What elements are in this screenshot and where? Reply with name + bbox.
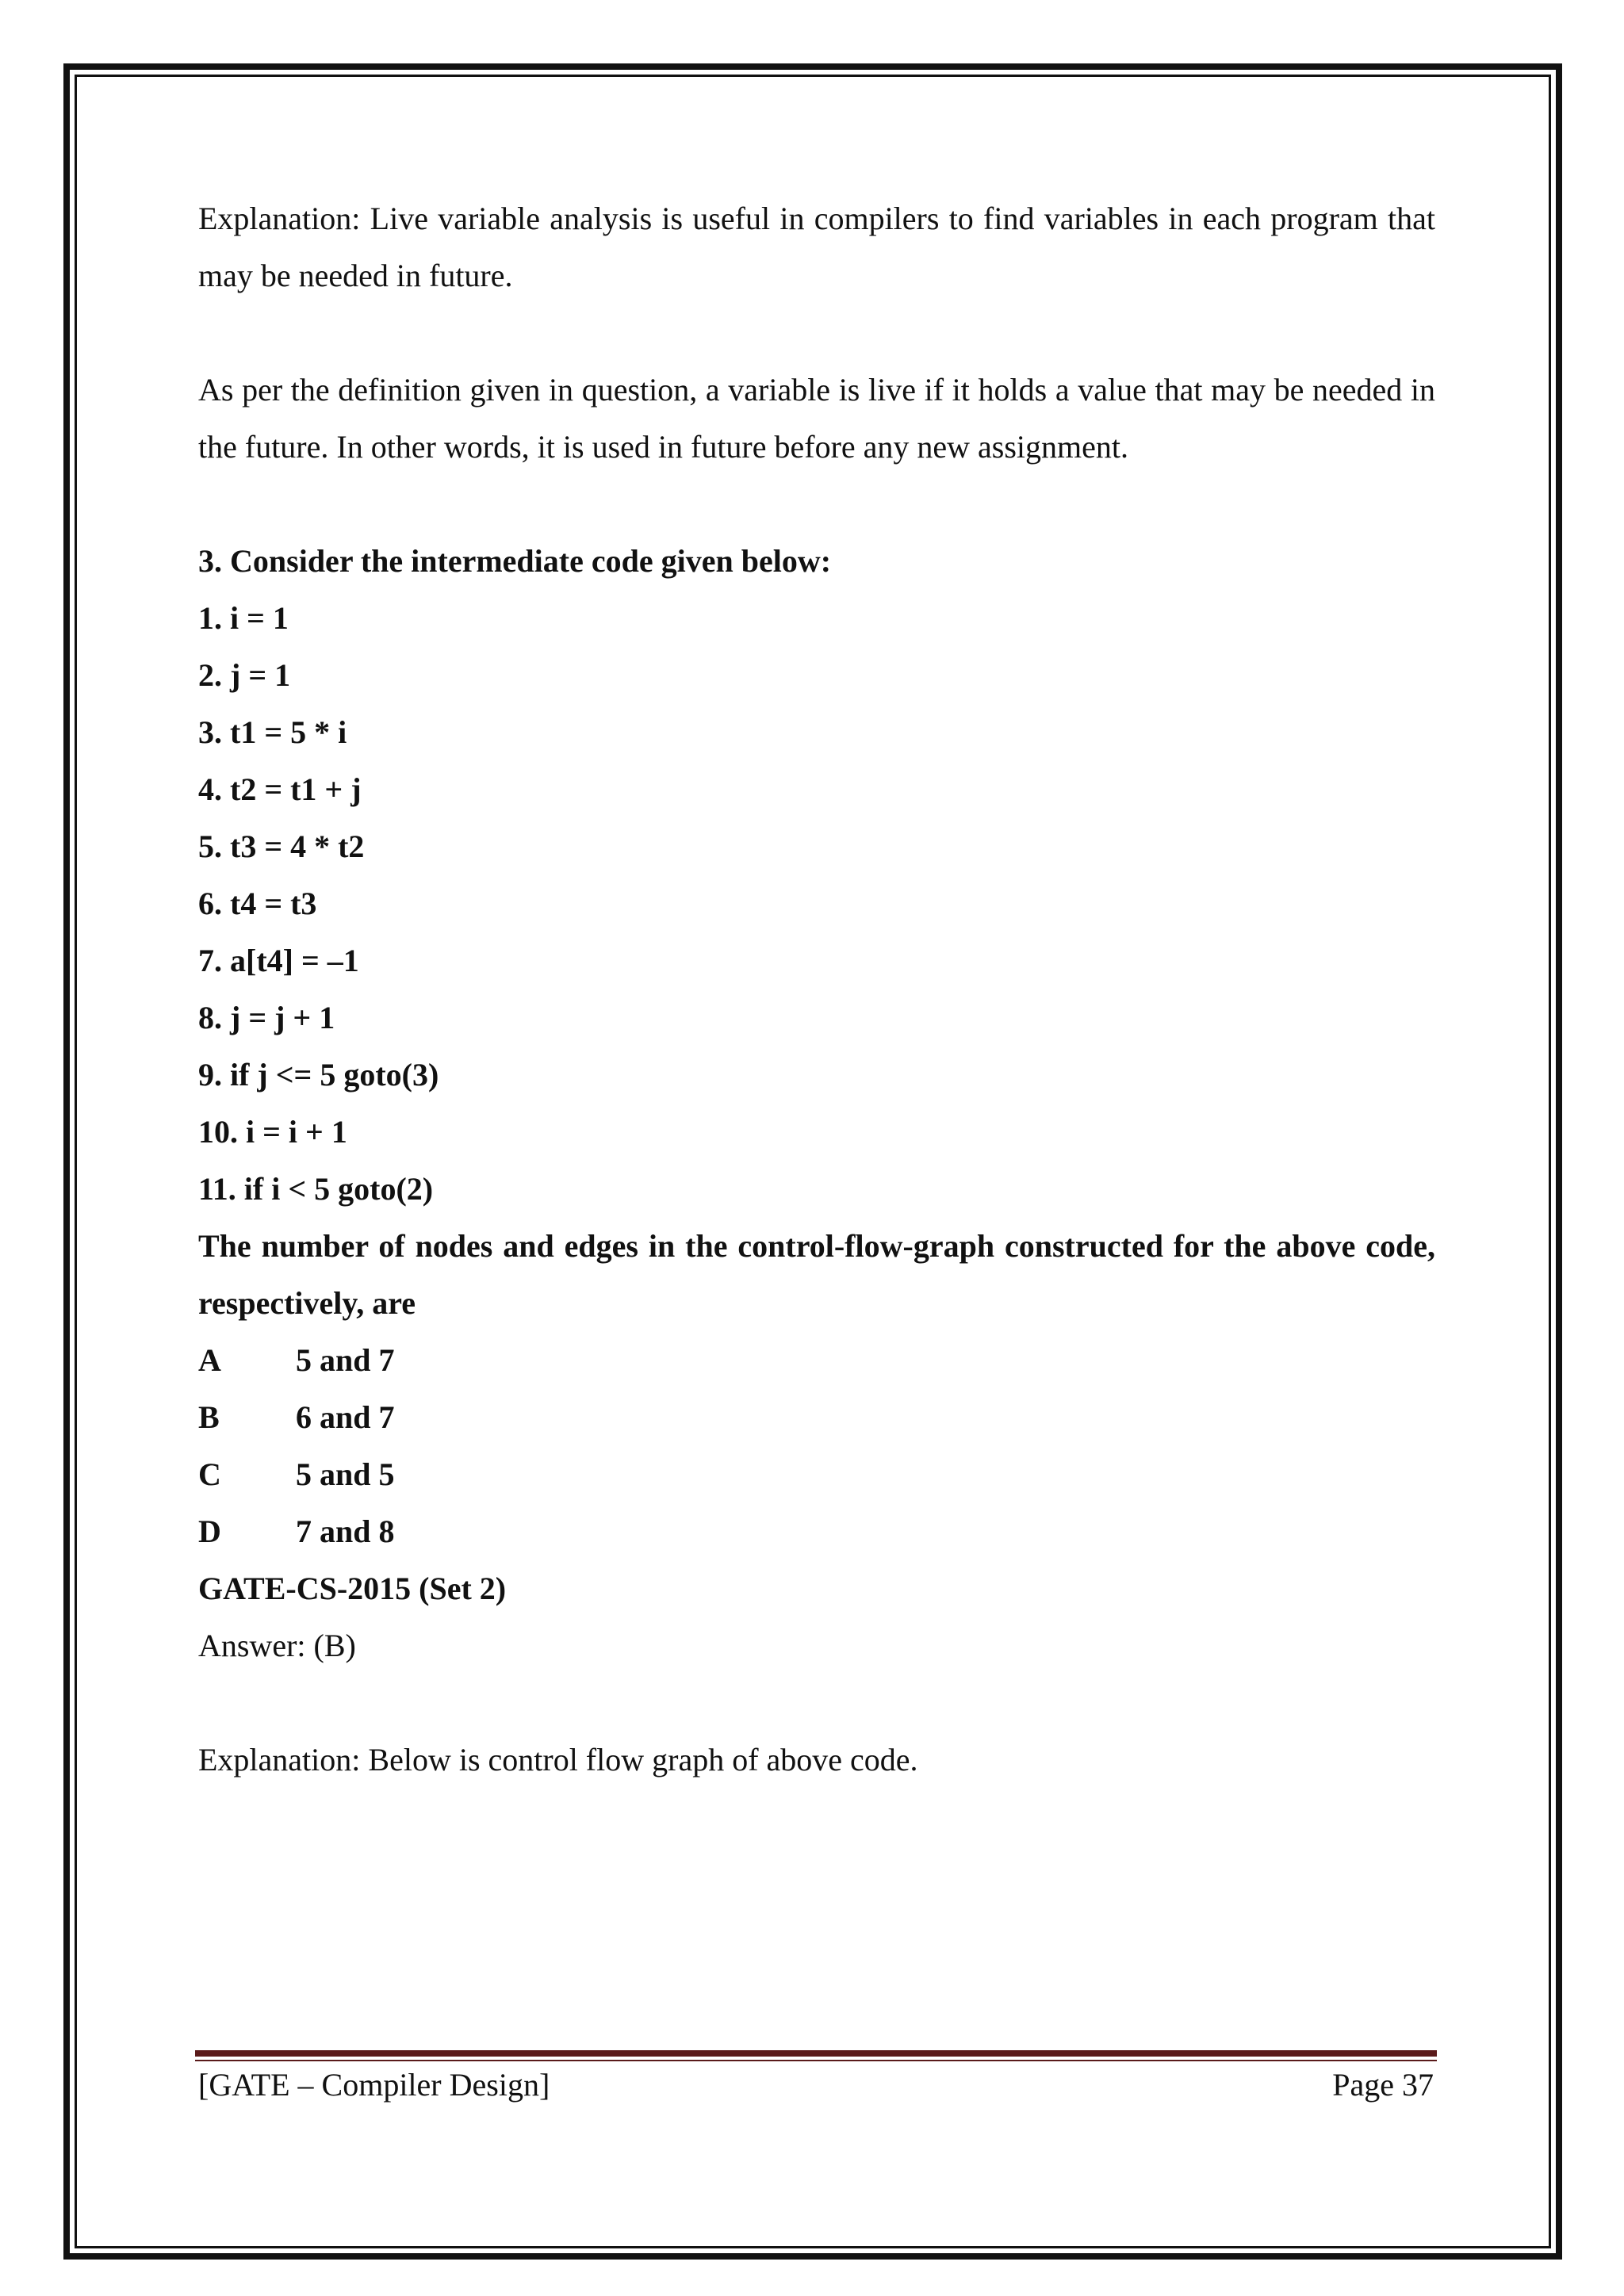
code-listing	[198, 590, 1435, 1218]
page-number: Page 37	[1332, 2067, 1434, 2103]
option-letter: C	[198, 1456, 221, 1492]
explanation-paragraph-2: As per the definition given in question, a variable is live if it holds a value that may be needed in the future. In other words, it is used in future before any new assignment.	[198, 372, 1435, 465]
answer-options	[198, 1332, 1435, 1560]
question-prompt: The number of nodes and edges in the control-flow-graph constructed for the above code, respectively, are	[198, 1228, 1435, 1321]
code-line: 9. if j <= 5 goto(3)	[198, 1057, 439, 1093]
option-d	[198, 1503, 1435, 1560]
code-line: 8. j = j + 1	[198, 1000, 335, 1035]
paragraph-gap	[198, 304, 1435, 362]
code-line: 1. i = 1	[198, 600, 289, 636]
option-a	[198, 1332, 1435, 1389]
paragraph-gap	[198, 476, 1435, 533]
code-line: 2. j = 1	[198, 657, 291, 693]
option-letter: D	[198, 1513, 221, 1549]
explanation-paragraph-1: Explanation: Live variable analysis is useful in compilers to find variables in each program that may be needed in future.	[198, 201, 1435, 293]
question-source: GATE-CS-2015 (Set 2)	[198, 1571, 507, 1606]
paragraph-gap	[198, 1674, 1435, 1732]
option-text: 5 and 7	[296, 1342, 395, 1378]
footer-rule-thin	[195, 2060, 1437, 2061]
option-text: 7 and 8	[296, 1513, 395, 1549]
code-line: 10. i = i + 1	[198, 1114, 347, 1150]
option-c	[198, 1446, 1435, 1503]
code-line: 11. if i < 5 goto(2)	[198, 1171, 434, 1207]
code-line: 7. a[t4] = –1	[198, 943, 359, 978]
code-line: 6. t4 = t3	[198, 886, 317, 921]
footer-rule	[195, 2050, 1437, 2057]
answer-line: Answer: (B)	[198, 1628, 356, 1663]
code-line: 3. t1 = 5 * i	[198, 714, 347, 750]
cfg-explanation: Explanation: Below is control flow graph of above code.	[198, 1742, 918, 1777]
option-letter: A	[198, 1342, 221, 1378]
option-letter: B	[198, 1399, 220, 1435]
option-text: 6 and 7	[296, 1399, 395, 1435]
footer-title: [GATE – Compiler Design]	[198, 2067, 550, 2103]
page-content	[198, 190, 1435, 1789]
code-line: 4. t2 = t1 + j	[198, 771, 362, 807]
option-b	[198, 1389, 1435, 1446]
question-heading: 3. Consider the intermediate code given below:	[198, 543, 832, 579]
option-text: 5 and 5	[296, 1456, 395, 1492]
code-line: 5. t3 = 4 * t2	[198, 828, 365, 864]
